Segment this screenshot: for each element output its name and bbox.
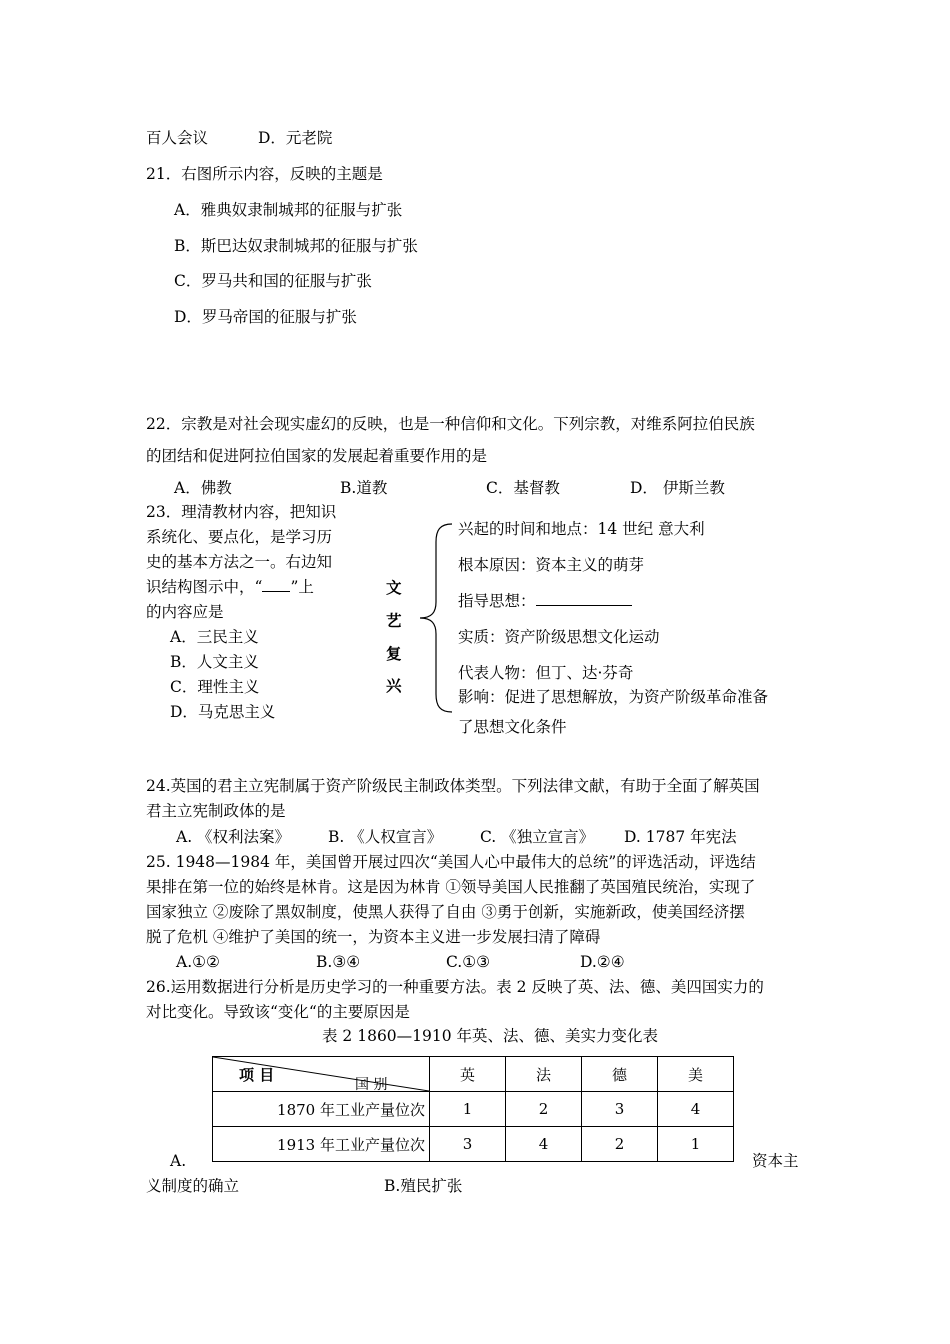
comparison-table	[212, 1056, 734, 1162]
q21-option-b: B．斯巴达奴隶制城邦的征服与扩张	[174, 237, 418, 255]
q26-option-a-cont: 义制度的确立	[146, 1177, 240, 1195]
q23-option-c: C．理性主义	[170, 678, 260, 696]
topic-char-2: 艺	[386, 611, 402, 630]
q24-option-c: C. 《独立宣言》	[480, 828, 595, 846]
q21-option-a: A．雅典奴隶制城邦的征服与扩张	[174, 201, 403, 219]
diagram-guiding-thought	[458, 591, 632, 611]
diagram-guiding-thought-blank	[536, 591, 632, 606]
topic-char-3: 复	[386, 644, 402, 663]
diagram-figures: 代表人物：但丁、达·芬奇	[458, 664, 634, 682]
q23-blank	[262, 577, 290, 592]
q24-option-a: A. 《权利法案》	[176, 828, 291, 846]
q24-stem-line1: 24.英国的君主立宪制属于资产阶级民主制政体类型。下列法律文献，有助于全面了解英国	[146, 777, 760, 795]
q24-option-d: D. 1787 年宪法	[624, 828, 737, 846]
q21-option-c: C．罗马共和国的征服与扩张	[174, 272, 372, 290]
q26-stem-line1: 26.运用数据进行分析是历史学习的一种重要方法。表 2 反映了英、法、德、美四国实力的	[146, 978, 764, 996]
header-uk: 英	[430, 1057, 506, 1092]
diagram-influence-1: 影响：促进了思想解放，为资产阶级革命准备	[458, 688, 769, 706]
table-cell: 4	[658, 1092, 734, 1127]
diagram-influence-2: 了思想文化条件	[458, 718, 567, 736]
q26-option-a-prefix: A.	[170, 1152, 187, 1170]
q23-stem-line4-end: ”上	[290, 578, 314, 596]
q25-option-c: C.①③	[446, 953, 491, 971]
q25-stem-line1: 25. 1948—1984 年，美国曾开展过四次“美国人心中最伟大的总统”的评选活动，评选结	[146, 853, 756, 871]
table-cell: 2	[506, 1092, 582, 1127]
q25-option-b: B.③④	[316, 953, 361, 971]
table-cell: 3	[582, 1092, 658, 1127]
q25-option-d: D.②④	[580, 953, 625, 971]
table-cell: 4	[506, 1127, 582, 1162]
q23-stem-line4	[146, 577, 314, 597]
table-cell: 2	[582, 1127, 658, 1162]
q23-stem-line1: 23．理清教材内容，把知识	[146, 503, 337, 521]
q22-option-d: D． 伊斯兰教	[630, 479, 725, 497]
table-cell: 3	[430, 1127, 506, 1162]
q21-option-d: D．罗马帝国的征服与扩张	[174, 308, 357, 326]
diagram-time-place-label: 兴起的时间和地点：	[458, 520, 598, 538]
q20-tail: 百人会议	[146, 129, 209, 147]
row-label: 1870 年工业产量位次	[213, 1092, 430, 1127]
row-label: 1913 年工业产量位次	[213, 1127, 430, 1162]
header-item: 项 目	[239, 1066, 275, 1084]
diagram-essence: 实质：资产阶级思想文化运动	[458, 628, 660, 646]
table-corner-cell	[213, 1057, 430, 1092]
q23-option-a: A．三民主义	[170, 628, 259, 646]
q22-option-c: C．基督教	[486, 479, 560, 497]
header-usa: 美	[658, 1057, 734, 1092]
header-country: 国 别	[355, 1077, 388, 1093]
header-france: 法	[506, 1057, 582, 1092]
q25-stem-line4: 脱了危机 ④维护了美国的统一，为资本主义进一步发展扫清了障碍	[146, 928, 601, 946]
table-row	[213, 1127, 734, 1162]
table-row	[213, 1092, 734, 1127]
curly-brace-icon	[416, 522, 456, 714]
q22-stem-line1: 22．宗教是对社会现实虚幻的反映，也是一种信仰和文化。下列宗教，对维系阿拉伯民族	[146, 415, 755, 433]
q25-option-a: A.①②	[176, 953, 220, 971]
q23-stem-line4-start: 识结构图示中，“	[146, 578, 263, 596]
q26-option-a-right: 资本主	[752, 1152, 799, 1170]
q20-option-d: D．元老院	[258, 129, 333, 147]
table-cell: 1	[658, 1127, 734, 1162]
q23-stem-line5: 的内容应是	[146, 603, 224, 621]
q25-stem-line3: 国家独立 ②废除了黑奴制度，使黑人获得了自由 ③勇于创新，实施新政，使美国经济摆	[146, 903, 745, 921]
diagram-time-place-value: 14 世纪 意大利	[597, 520, 705, 538]
q26-option-b: B.殖民扩张	[384, 1177, 463, 1195]
table-title: 表 2 1860—1910 年英、法、德、美实力变化表	[322, 1027, 659, 1045]
q22-stem-line2: 的团结和促进阿拉伯国家的发展起着重要作用的是	[146, 447, 488, 465]
q23-stem-line2: 系统化、要点化，是学习历	[146, 528, 333, 546]
diagram-root-cause: 根本原因：资本主义的萌芽	[458, 556, 645, 574]
diagram-guiding-thought-label: 指导思想：	[458, 592, 536, 610]
q22-option-a: A．佛教	[174, 479, 232, 497]
q23-stem-line3: 史的基本方法之一。右边知	[146, 553, 333, 571]
diagram-time-place	[458, 519, 705, 539]
q24-option-b: B. 《人权宣言》	[328, 828, 443, 846]
q26-stem-line2: 对比变化。导致该“变化“的主要原因是	[146, 1003, 410, 1021]
q23-option-d: D．马克思主义	[170, 703, 276, 721]
q21-stem: 21．右图所示内容，反映的主题是	[146, 165, 383, 183]
q24-stem-line2: 君主立宪制政体的是	[146, 802, 286, 820]
q25-stem-line2: 果排在第一位的始终是林肯。这是因为林肯 ①领导美国人民推翻了英国殖民统治，实现了	[146, 878, 756, 896]
q22-option-b: B.道教	[340, 479, 388, 497]
header-germany: 德	[582, 1057, 658, 1092]
q23-option-b: B．人文主义	[170, 653, 259, 671]
topic-char-4: 兴	[386, 676, 402, 695]
table-header-row	[213, 1057, 734, 1092]
topic-char-1: 文	[386, 578, 402, 597]
table-cell: 1	[430, 1092, 506, 1127]
